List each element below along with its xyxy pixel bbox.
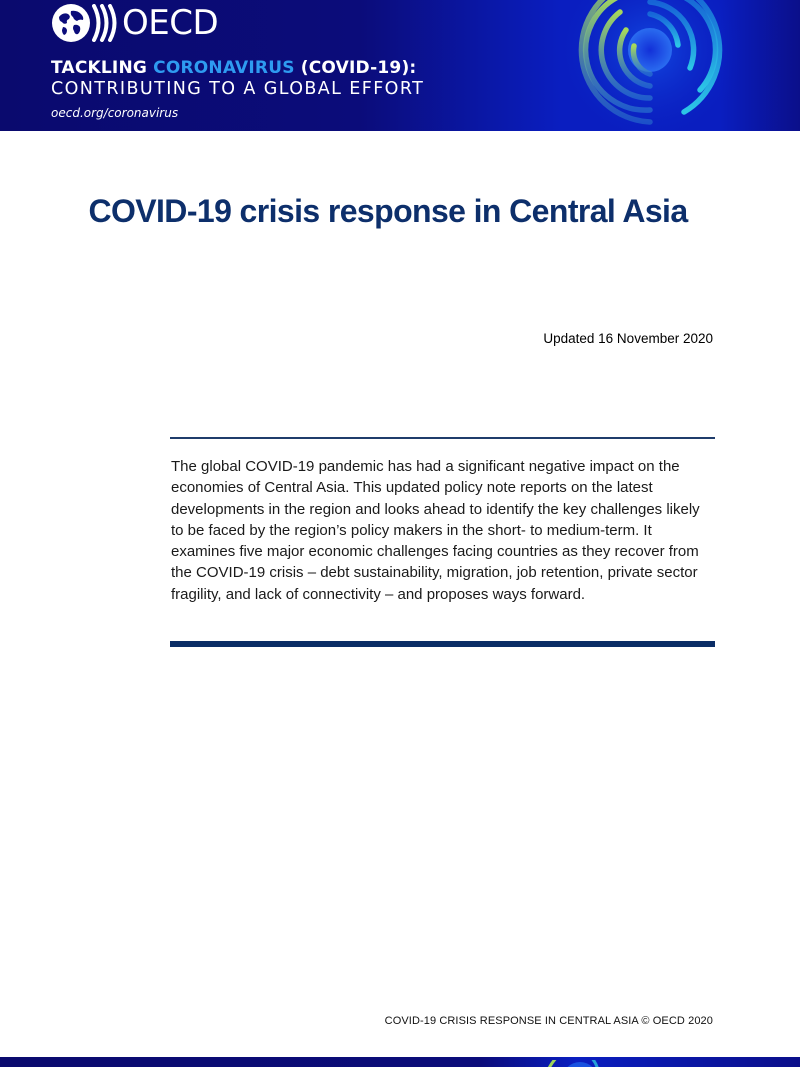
abstract-bottom-divider (170, 641, 715, 647)
banner-tagline (51, 58, 416, 78)
banner-url-link[interactable]: oecd.org/coronavirus (51, 106, 179, 120)
tagline-accent: CORONAVIRUS (153, 58, 295, 78)
oecd-wordmark: OECD (122, 3, 219, 43)
tagline-part1: TACKLING (51, 58, 154, 78)
chevrons-icon (92, 4, 120, 42)
bottom-banner-strip (0, 1057, 800, 1067)
page-footer: COVID-19 CRISIS RESPONSE IN CENTRAL ASIA © OECD 2020 (384, 1015, 713, 1027)
updated-date: Updated 16 November 2020 (543, 331, 713, 346)
abstract-paragraph: The global COVID-19 pandemic has had a significant negative impact on the economies of Central Asia. This updated policy note reports on the latest developments in the region and looks ahead to identify the key challenges likely to be faced by the region’s policy makers in the short- to medium-term. It examines five major economic challenges facing countries as they recover from the COVID-19 crisis – debt sustainability, migration, job retention, private sector fragility, and lack of connectivity – and proposes ways forward. (171, 458, 700, 603)
abstract-top-divider (170, 437, 715, 439)
concentric-arcs-graphic (560, 0, 750, 131)
cover-banner (0, 0, 800, 131)
document-title: COVID-19 crisis response in Central Asia (88, 193, 688, 230)
banner-subtitle: CONTRIBUTING TO A GLOBAL EFFORT (51, 79, 425, 99)
globe-icon (51, 3, 91, 43)
tagline-part2: (COVID-19): (294, 58, 417, 78)
bottom-arcs-graphic (0, 1060, 800, 1067)
oecd-logo[interactable] (51, 2, 218, 44)
